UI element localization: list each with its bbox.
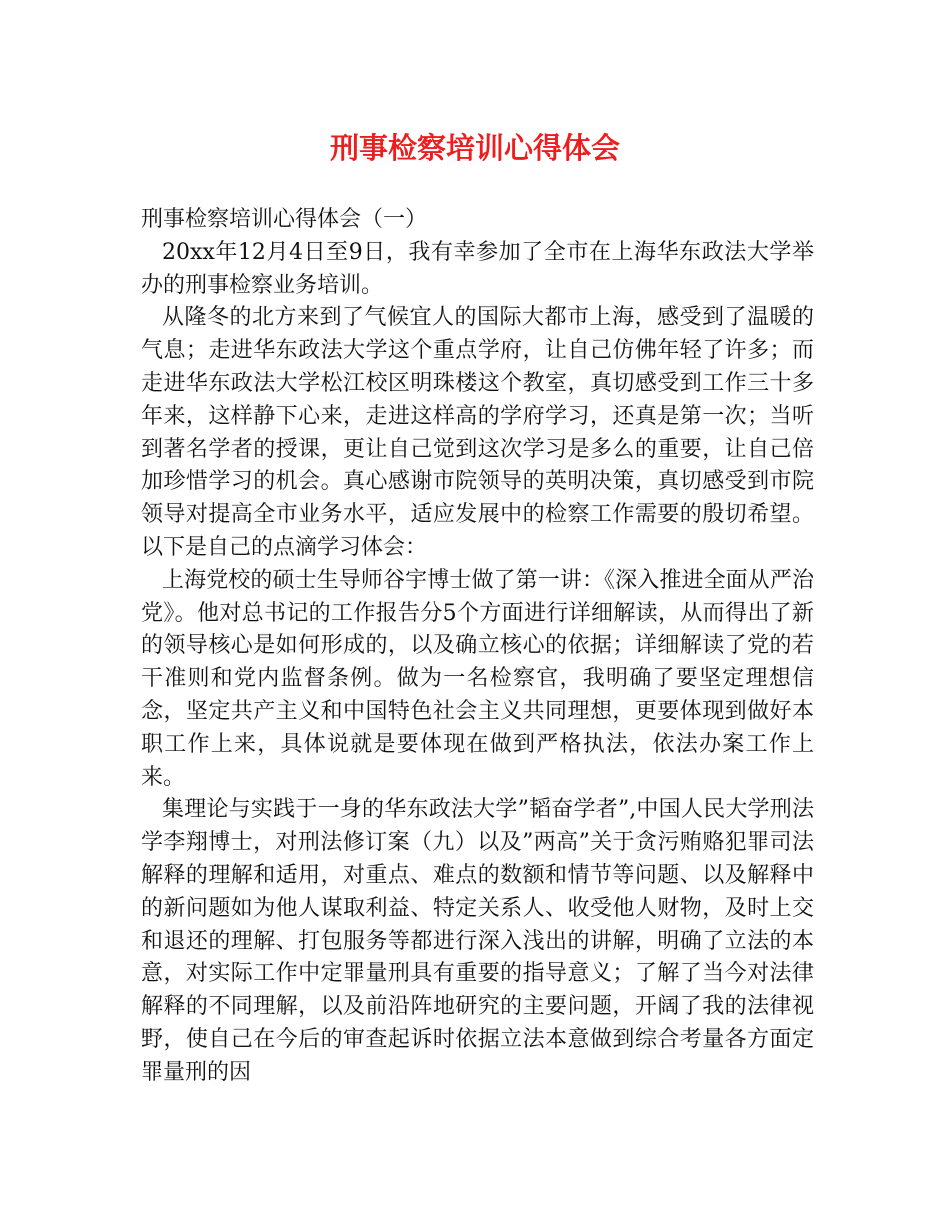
body-paragraph: 上海党校的硕士生导师谷宇博士做了第一讲：《深入推进全面从严治党》。他对总书记的工作报告分5个方面进行详细解读，从而得出了新的领导核心是如何形成的，以及确立核心的依据；详细解读了党的若干准则和党内监督条例。做为一名检察官，我明确了要坚定理想信念，坚定共产主义和中国特色社会主义共同理想，更要体现到做好本职工作上来，具体说就是要体现在做到严格执法，依法办案工作上来。 — [141, 567, 814, 790]
body-paragraph: 从隆冬的北方来到了气候宜人的国际大都市上海，感受到了温暖的气息；走进华东政法大学这个重点学府，让自己仿佛年轻了许多；而走进华东政法大学松江校区明珠楼这个教室，真切感受到工作三十多年来，这样静下心来，走进这样高的学府学习，还真是第一次；当听到著名学者的授课，更让自己觉到这次学习是多么的重要，让自己倍加珍惜学习的机会。真心感谢市院领导的英明决策，真切感受到市院领导对提高全市业务水平，适应发展中的检察工作需要的殷切希望。以下是自己的点滴学习体会： — [141, 305, 814, 560]
body-paragraph: 集理论与实践于一身的华东政法大学”韬奋学者”,中国人民大学刑法学李翔博士，对刑法修订案（九）以及”两高”关于贪污贿赂犯罪司法解释的理解和适用，对重点、难点的数额和情节等问题、以及解释中的新问题如为他人谋取利益、特定关系人、收受他人财物，及时上交和退还的理解、打包服务等都进行深入浅出的讲解，明确了立法的本意，对实际工作中定罪量刑具有重要的指导意义；了解了当今对法律解释的不同理解，以及前沿阵地研究的主要问题，开阔了我的法律视野，使自己在今后的审查起诉时依据立法本意做到综合考量各方面定罪量刑的因 — [141, 797, 814, 1085]
document-body — [141, 204, 814, 1090]
document-title: 刑事检察培训心得体会 — [329, 131, 620, 165]
section-heading: 刑事检察培训心得体会（一） — [141, 207, 428, 232]
body-paragraph: 20xx年12月4日至9日，我有幸参加了全市在上海华东政法大学举办的刑事检察业务培训。 — [141, 239, 814, 298]
